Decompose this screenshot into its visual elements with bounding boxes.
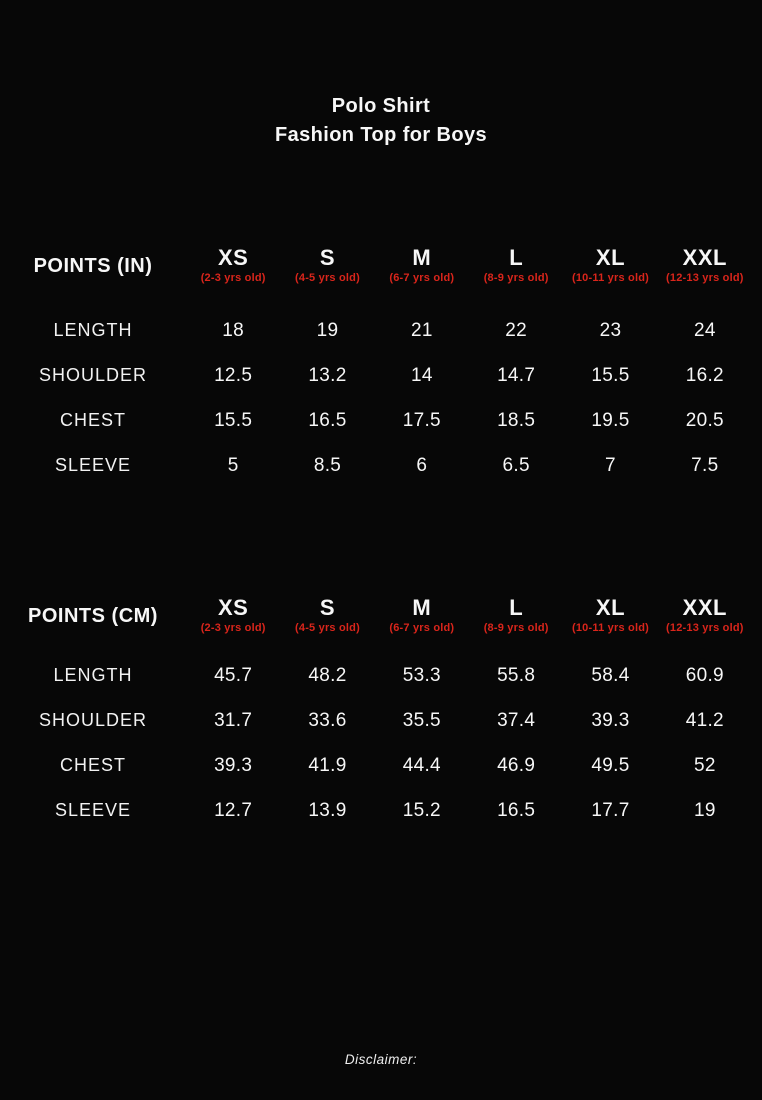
measurement-value: 60.9 [685, 664, 724, 686]
size-table-inches [0, 240, 762, 488]
measurement-value: 19 [693, 799, 716, 821]
size-label: S [319, 595, 336, 620]
size-label: XL [595, 595, 626, 620]
size-header-xl [563, 240, 657, 292]
measurement-value: 58.4 [591, 664, 630, 686]
measurement-value: 19.5 [591, 409, 630, 431]
measurement-value: 7.5 [691, 454, 719, 476]
size-age-label: (10-11 yrs old) [572, 272, 649, 284]
size-label: XL [595, 245, 626, 270]
table-title-points-cm: POINTS (CM) [28, 604, 158, 627]
measurement-value: 41.9 [308, 754, 347, 776]
size-age-label: (4-5 yrs old) [295, 272, 360, 284]
measurement-value: 19 [316, 319, 339, 341]
size-header-m [375, 240, 469, 292]
measurement-value: 35.5 [402, 709, 441, 731]
measurement-value: 44.4 [402, 754, 441, 776]
size-age-label: (6-7 yrs old) [389, 272, 455, 284]
table-header-row [0, 240, 762, 292]
size-table-centimeters [0, 590, 762, 833]
measurement-value: 14 [410, 364, 433, 386]
size-label: XXL [682, 245, 727, 270]
table-row-sleeve-cm [0, 788, 762, 833]
size-age-label: (12-13 yrs old) [666, 622, 744, 634]
measurement-value: 16.5 [497, 799, 536, 821]
measurement-value: 5 [227, 454, 239, 476]
size-header-xxl [658, 590, 752, 642]
size-age-label: (4-5 yrs old) [295, 622, 360, 634]
size-header-xl [563, 590, 657, 642]
measurement-value: 21 [410, 319, 433, 341]
size-age-label: (2-3 yrs old) [200, 272, 266, 284]
table-row-shoulder-in [0, 353, 762, 398]
size-age-label: (2-3 yrs old) [200, 622, 266, 634]
measurement-value: 48.2 [308, 664, 347, 686]
product-name: Polo Shirt [331, 95, 431, 117]
size-label: L [509, 595, 524, 620]
measurement-value: 14.7 [497, 364, 536, 386]
row-label: LENGTH [53, 665, 133, 685]
row-label: LENGTH [53, 320, 133, 340]
table-row-chest-cm [0, 743, 762, 788]
measurement-value: 13.2 [308, 364, 347, 386]
size-label: S [319, 245, 336, 270]
row-label: SHOULDER [38, 365, 148, 385]
size-header-s [280, 240, 374, 292]
measurement-value: 49.5 [591, 754, 630, 776]
measurement-value: 22 [505, 319, 528, 341]
table-row-sleeve-in [0, 443, 762, 488]
measurement-value: 8.5 [313, 454, 342, 476]
size-age-label: (12-13 yrs old) [666, 272, 744, 284]
measurement-value: 33.6 [308, 709, 347, 731]
measurement-value: 15.5 [214, 409, 253, 431]
row-label: SLEEVE [54, 800, 132, 820]
size-label: M [412, 595, 432, 620]
measurement-value: 13.9 [308, 799, 347, 821]
size-age-label: (8-9 yrs old) [483, 622, 549, 634]
size-label: XS [217, 595, 249, 620]
table-row-chest-in [0, 398, 762, 443]
size-header-xs [186, 590, 280, 642]
measurement-value: 18 [222, 319, 245, 341]
measurement-value: 15.5 [591, 364, 630, 386]
size-label: M [412, 245, 432, 270]
table-row-length-cm [0, 653, 762, 698]
size-age-label: (6-7 yrs old) [389, 622, 455, 634]
table-row-shoulder-cm [0, 698, 762, 743]
row-label: SLEEVE [54, 455, 132, 475]
size-header-xs [186, 240, 280, 292]
table-row-length-in [0, 308, 762, 353]
measurement-value: 52 [693, 754, 716, 776]
size-label: L [509, 245, 524, 270]
measurement-value: 46.9 [497, 754, 536, 776]
row-label: CHEST [59, 410, 126, 430]
measurement-value: 23 [599, 319, 622, 341]
measurement-value: 6.5 [502, 454, 530, 476]
measurement-value: 31.7 [214, 709, 253, 731]
measurement-value: 16.5 [308, 409, 347, 431]
measurement-value: 17.5 [402, 409, 441, 431]
table-header-row [0, 590, 762, 642]
measurement-value: 39.3 [214, 754, 253, 776]
measurement-value: 17.7 [591, 799, 630, 821]
measurement-value: 41.2 [685, 709, 724, 731]
size-age-label: (10-11 yrs old) [572, 622, 649, 634]
measurement-value: 15.2 [402, 799, 441, 821]
size-header-m [375, 590, 469, 642]
size-header-l [469, 590, 563, 642]
product-subtitle: Fashion Top for Boys [274, 124, 488, 146]
size-label: XS [217, 245, 249, 270]
measurement-value: 45.7 [214, 664, 253, 686]
measurement-value: 12.5 [214, 364, 253, 386]
size-header-xxl [658, 240, 752, 292]
size-header-s [280, 590, 374, 642]
row-label: SHOULDER [38, 710, 148, 730]
size-header-l [469, 240, 563, 292]
measurement-value: 55.8 [497, 664, 536, 686]
measurement-value: 39.3 [591, 709, 630, 731]
disclaimer-text: Disclaimer: [344, 1052, 418, 1067]
measurement-value: 18.5 [497, 409, 536, 431]
measurement-value: 37.4 [497, 709, 536, 731]
row-label: CHEST [59, 755, 126, 775]
measurement-value: 12.7 [214, 799, 253, 821]
measurement-value: 7 [605, 454, 616, 476]
measurement-value: 53.3 [402, 664, 441, 686]
size-label: XXL [682, 595, 727, 620]
measurement-value: 20.5 [685, 409, 724, 431]
measurement-value: 24 [693, 319, 716, 341]
size-age-label: (8-9 yrs old) [483, 272, 549, 284]
page-title [0, 92, 762, 150]
table-title-points-in: POINTS (IN) [33, 254, 153, 277]
measurement-value: 6 [416, 454, 428, 476]
measurement-value: 16.2 [685, 364, 724, 386]
